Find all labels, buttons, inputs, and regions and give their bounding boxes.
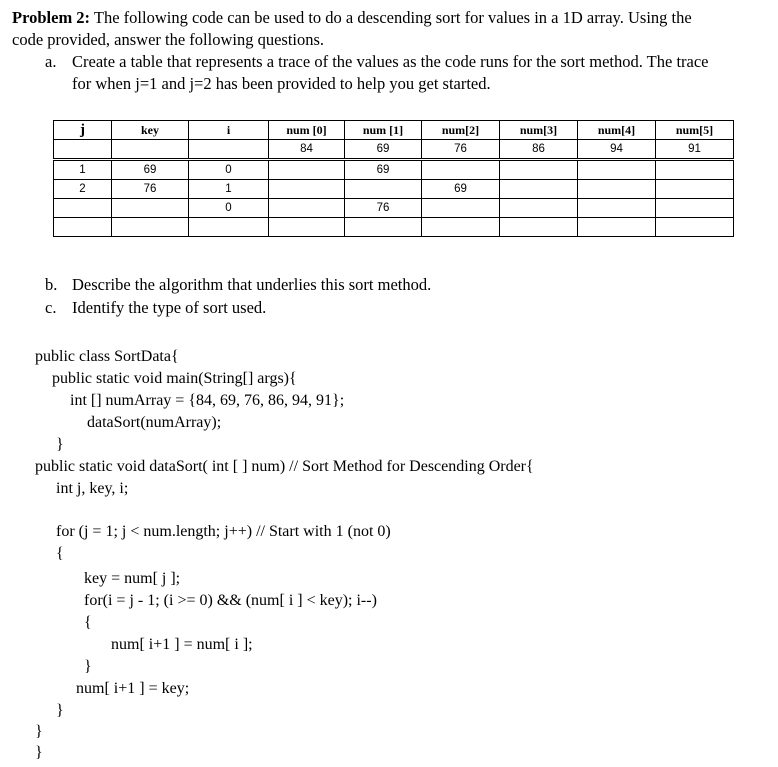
code-line-1: public class SortData{	[35, 348, 179, 365]
header-num5: num[5]	[656, 121, 734, 140]
table-cell	[112, 199, 189, 218]
table-cell	[422, 199, 500, 218]
table-cell	[656, 218, 734, 237]
code-line-13: num[ i+1 ] = num[ i ];	[111, 636, 253, 653]
table-cell	[578, 180, 656, 199]
header-num1: num [1]	[345, 121, 422, 140]
table-cell: 76	[422, 140, 500, 160]
code-line-14: }	[84, 658, 92, 675]
header-num0: num [0]	[269, 121, 345, 140]
table-row	[54, 199, 734, 218]
problem-label: Problem 2:	[12, 8, 91, 27]
header-i: i	[189, 121, 269, 140]
problem-intro-text: The following code can be used to do a descending sort for values in a 1D array. Using the	[93, 8, 692, 27]
table-row	[54, 218, 734, 237]
code-line-15: num[ i+1 ] = key;	[76, 680, 190, 697]
table-cell: 2	[54, 180, 112, 199]
code-line-12: {	[84, 614, 92, 631]
code-line-8: for (j = 1; j < num.length; j++) // Start with 1 (not 0)	[56, 523, 391, 540]
table-cell	[578, 199, 656, 218]
table-cell	[500, 160, 578, 180]
table-cell: 0	[189, 160, 269, 180]
problem-intro-line1	[12, 8, 692, 28]
table-cell: 84	[269, 140, 345, 160]
table-cell	[269, 160, 345, 180]
table-cell	[422, 218, 500, 237]
table-cell	[269, 218, 345, 237]
table-cell	[112, 140, 189, 160]
table-cell	[189, 140, 269, 160]
table-cell	[54, 218, 112, 237]
table-cell	[345, 180, 422, 199]
table-cell	[500, 180, 578, 199]
table-cell: 76	[112, 180, 189, 199]
table-cell	[269, 180, 345, 199]
code-line-10: key = num[ j ];	[84, 570, 181, 587]
part-c-marker: c.	[45, 298, 57, 317]
problem-intro-line2: code provided, answer the following questions.	[12, 30, 325, 49]
table-row	[54, 140, 734, 160]
table-cell	[656, 199, 734, 218]
table-cell	[656, 180, 734, 199]
table-cell: 94	[578, 140, 656, 160]
table-cell	[189, 218, 269, 237]
table-row	[54, 180, 734, 199]
table-cell	[422, 160, 500, 180]
table-row	[54, 160, 734, 180]
table-cell: 86	[500, 140, 578, 160]
code-line-2: public static void main(String[] args){	[52, 370, 297, 387]
table-cell	[500, 199, 578, 218]
trace-table	[53, 120, 734, 237]
table-cell	[578, 160, 656, 180]
code-line-9: {	[56, 545, 64, 562]
header-num2: num[2]	[422, 121, 500, 140]
table-cell	[578, 218, 656, 237]
header-key: key	[112, 121, 189, 140]
table-cell	[112, 218, 189, 237]
code-line-6: public static void dataSort( int [ ] num) // Sort Method for Descending Order{	[35, 458, 534, 475]
code-line-17: }	[35, 723, 43, 740]
part-c-text: Identify the type of sort used.	[72, 298, 267, 317]
table-cell	[269, 199, 345, 218]
part-b-marker: b.	[45, 275, 58, 294]
table-cell: 0	[189, 199, 269, 218]
table-cell	[54, 199, 112, 218]
table-cell	[656, 160, 734, 180]
part-a-marker: a.	[45, 52, 57, 71]
code-line-11: for(i = j - 1; (i >= 0) && (num[ i ] < key); i--)	[84, 592, 377, 609]
table-cell: 91	[656, 140, 734, 160]
table-cell: 1	[189, 180, 269, 199]
table-cell: 69	[345, 160, 422, 180]
table-cell: 69	[112, 160, 189, 180]
part-a-line1: Create a table that represents a trace of the values as the code runs for the sort method. The trace	[72, 52, 709, 71]
code-line-3: int [] numArray = {84, 69, 76, 86, 94, 91};	[70, 392, 345, 409]
table-cell: 69	[345, 140, 422, 160]
code-line-16: }	[56, 702, 64, 719]
table-cell	[500, 218, 578, 237]
table-cell	[345, 218, 422, 237]
table-cell: 76	[345, 199, 422, 218]
table-cell: 69	[422, 180, 500, 199]
header-num4: num[4]	[578, 121, 656, 140]
table-cell: 1	[54, 160, 112, 180]
part-b-text: Describe the algorithm that underlies this sort method.	[72, 275, 432, 294]
header-j: j	[54, 121, 112, 140]
table-cell	[54, 140, 112, 160]
code-line-7: int j, key, i;	[56, 480, 129, 497]
table-header-row	[54, 121, 734, 140]
code-line-18: }	[35, 744, 43, 761]
header-num3: num[3]	[500, 121, 578, 140]
code-line-5: }	[56, 436, 64, 453]
code-line-4: dataSort(numArray);	[87, 414, 222, 431]
part-a-line2: for when j=1 and j=2 has been provided to help you get started.	[72, 74, 491, 93]
